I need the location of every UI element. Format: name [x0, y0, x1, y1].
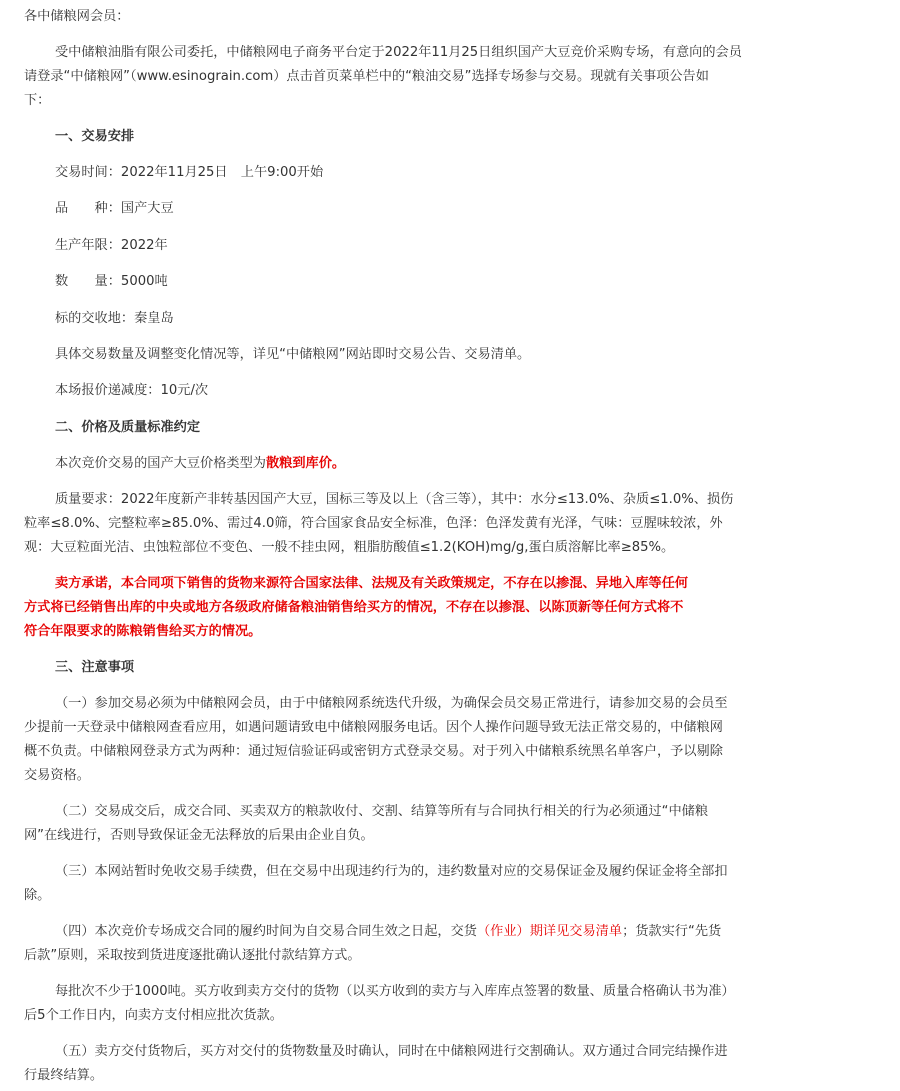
- seller-promise-line: 卖方承诺，本合同项下销售的货物来源符合国家法律、法规及有关政策规定，不存在以掺混、异地入库等任何: [55, 576, 688, 591]
- seller-promise-line: 方式将已经销售出库的中央或地方各级政府储备粮油销售给买方的情况，不存在以掺混、以陈顶新等任何方式将不: [24, 600, 684, 615]
- note-line: （三）本网站暂时免收交易手续费，但在交易中出现违约行为的，违约数量对应的交易保证金及履约保证金将全部扣: [55, 864, 728, 879]
- section-title: 三、注意事项: [55, 660, 135, 675]
- delivery-period-highlight: （作业）期详见交易清单: [477, 924, 623, 939]
- quality-line: 粒率≤8.0%、完整粒率≥85.0%、需过4.0筛，符合国家食品安全标准，色泽：色泽发黄有光泽，气味：豆腥味较浓，外: [24, 516, 723, 531]
- intro-line: 受中储粮油脂有限公司委托，中储粮网电子商务平台定于2022年11月25日组织国产大豆竞价采购专场，有意向的会员: [55, 45, 742, 60]
- note-line: （二）交易成交后，成交合同、买卖双方的粮款收付、交割、结算等所有与合同执行相关的行为必须通过“中储粮: [55, 804, 709, 819]
- quality-line: 观：大豆粒面光洁、虫蚀粒部位不变色、一般不挂虫网，粗脂肪酸值≤1.2(KOH)mg/g,蛋白质溶解比率≥85%。: [24, 540, 675, 555]
- trade-time: 交易时间：2022年11月25日 上午9:00开始: [55, 165, 324, 180]
- intro-line: 请登录“中储粮网”（www.esinograin.com）点击首页菜单栏中的“粮油交易”选择专场参与交易。现就有关事项公告如: [24, 69, 709, 84]
- section-title: 一、交易安排: [55, 129, 135, 144]
- bid-decrement: 本场报价递减度：10元/次: [55, 383, 209, 398]
- note-line: 每批次不少于1000吨。买方收到卖方交付的货物（以买方收到的卖方与入库库点签署的数量、质量合格确认书为准）: [55, 984, 735, 999]
- trade-quantity: 数 量：5000吨: [55, 274, 168, 289]
- seller-promise-line: 符合年限要求的陈粮销售给买方的情况。: [24, 624, 262, 639]
- note-line: （五）卖方交付货物后，买方对交付的货物数量及时确认，同时在中储粮网进行交割确认。双方通过合同完结操作进: [55, 1044, 728, 1059]
- note-line: 少提前一天登录中储粮网查看应用，如遇问题请致电中储粮网服务电话。因个人操作问题导致无法正常交易的，中储粮网: [24, 720, 723, 735]
- trade-variety: 品 种：国产大豆: [55, 201, 174, 216]
- intro-line: 下：: [24, 93, 51, 108]
- greeting: 各中储粮网会员：: [24, 9, 130, 24]
- note-line: 除。: [24, 888, 51, 903]
- price-type-line: [55, 453, 345, 475]
- delivery-location: 标的交收地：秦皇岛: [55, 311, 174, 326]
- price-type-value: 散粮到库价。: [266, 456, 346, 471]
- note-line: （一）参加交易必须为中储粮网会员，由于中储粮网系统迭代升级，为确保会员交易正常进行，请参加交易的会员至: [55, 696, 728, 711]
- note-line: 概不负责。中储粮网登录方式为两种：通过短信验证码或密钥方式登录交易。对于列入中储粮系统黑名单客户，予以剔除: [24, 744, 723, 759]
- note-text: ；货款实行“先货: [622, 924, 722, 939]
- note-line: 网”在线进行，否则导致保证金无法释放的后果由企业自负。: [24, 828, 374, 843]
- note-line: 交易资格。: [24, 768, 90, 783]
- production-year: 生产年限：2022年: [55, 238, 168, 253]
- section-title: 二、价格及质量标准约定: [55, 420, 201, 435]
- note-line: [55, 921, 721, 943]
- note-line: 后款”原则，采取按到货进度逐批确认逐批付款结算方式。: [24, 948, 361, 963]
- price-type-prefix: 本次竞价交易的国产大豆价格类型为: [55, 456, 266, 471]
- note-line: 后5个工作日内，向卖方支付相应批次货款。: [24, 1008, 283, 1023]
- note-text: （四）本次竞价专场成交合同的履约时间为自交易合同生效之日起，交货: [55, 924, 477, 939]
- trade-detail-note: 具体交易数量及调整变化情况等，详见“中储粮网”网站即时交易公告、交易清单。: [55, 347, 531, 362]
- quality-line: 质量要求：2022年度新产非转基因国产大豆，国标三等及以上（含三等），其中：水分≤13.0%、杂质≤1.0%、损伤: [55, 492, 734, 507]
- note-line: 行最终结算。: [24, 1068, 104, 1083]
